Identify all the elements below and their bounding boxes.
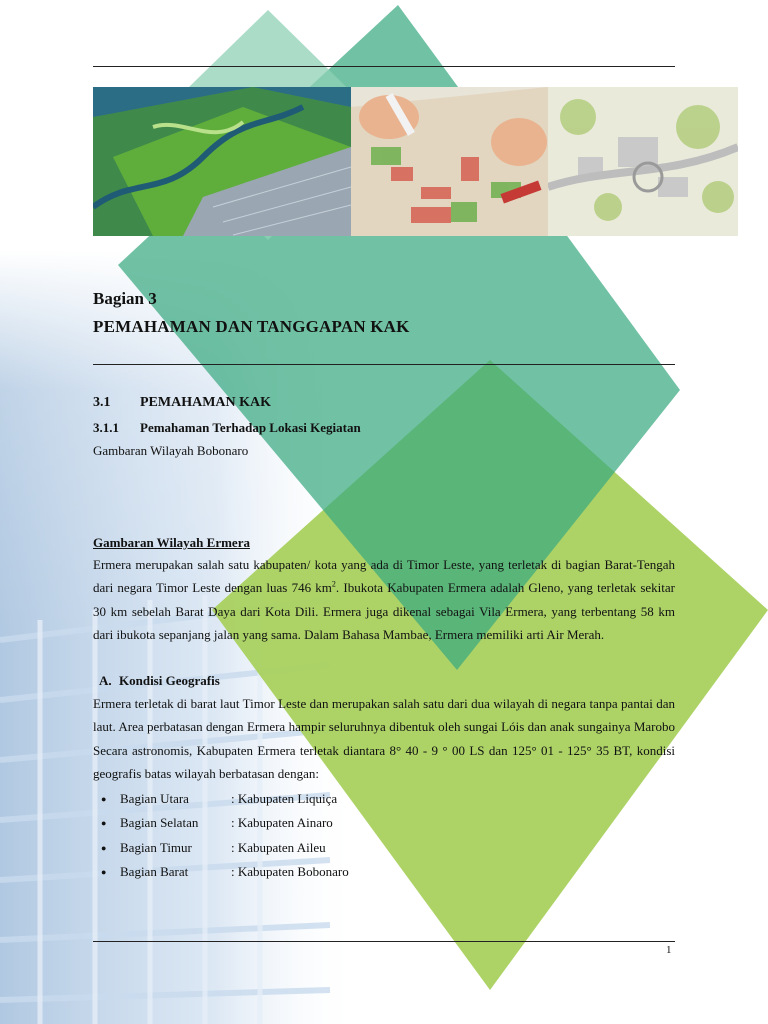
chapter-title: PEMAHAMAN DAN TANGGAPAN KAK — [93, 317, 410, 336]
border-list — [93, 787, 349, 884]
border-direction: Bagian Timur — [120, 839, 192, 855]
section-number: 3.1 — [93, 395, 111, 410]
superscript-2: 2 — [331, 580, 336, 590]
subsection-heading — [93, 420, 361, 436]
title-rule — [93, 364, 675, 365]
aerial-masterplan-photo — [93, 87, 351, 236]
region-paragraph-part1: Ermera merupakan salah satu kabupaten/ kota yang ada di Timor Leste, yang terletak di bagian Barat-Tengah dari negara Timor Leste dengan luas 746 km — [93, 557, 675, 596]
geo-label: A. — [99, 673, 112, 688]
bullet: ● — [101, 842, 107, 853]
chapter-label: Bagian 3 — [93, 289, 157, 308]
geo-title: Kondisi Geografis — [119, 673, 220, 688]
section-title: PEMAHAMAN KAK — [140, 395, 272, 410]
border-value: : Kabupaten Liquiça — [231, 791, 338, 807]
geo-heading — [99, 673, 220, 689]
border-direction: Bagian Selatan — [120, 815, 199, 831]
border-direction: Bagian Barat — [120, 864, 189, 880]
bullet: ● — [101, 867, 107, 878]
geo-paragraph: Ermera terletak di barat laut Timor Leste dan merupakan salah satu dari dua wilayah di negara tanpa pantai dan laut. Area perbatasan dengan Ermera hampir seluruhnya dibentuk oleh sungai Lóis dan anak sungainya Marobo Secara astronomis, Kabupaten Ermera terletak diantara 8° 40 - 9 ° 00 LS dan 125° 01 - 125° 35 BT, kondisi geografis batas wilayah berbatasan dengan: — [93, 696, 675, 782]
region-paragraph — [93, 553, 675, 647]
page-number: 1 — [666, 944, 672, 956]
border-direction: Bagian Utara — [120, 791, 189, 807]
top-rule — [93, 66, 675, 67]
list-item — [93, 787, 349, 811]
list-item — [93, 836, 349, 860]
header-photo-strip — [93, 87, 738, 236]
border-value: : Kabupaten Ainaro — [231, 815, 333, 831]
border-value: : Kabupaten Aileu — [231, 839, 326, 855]
intro-line: Gambaran Wilayah Bobonaro — [93, 443, 249, 458]
list-item — [93, 811, 349, 835]
border-value: : Kabupaten Bobonaro — [231, 864, 349, 880]
region-paragraph-part2: . Ibukota Kabupaten Ermera adalah Gleno, yang terletak sekitar 30 km sebelah Barat Daya dari Kota Dili. Ermera juga dikenal sebagai Vila Ermera, yang terbentang 58 km dari ibukota sepanjang jalan yang sama. Dalam Bahasa Mambae, Ermera memiliki arti Air Merah. — [93, 580, 675, 643]
bullet: ● — [101, 818, 107, 829]
bullet: ● — [101, 794, 107, 805]
subsection-number: 3.1.1 — [93, 420, 119, 435]
site-plan-photo — [548, 87, 738, 236]
planners-drawing-photo — [351, 87, 548, 236]
subsection-title: Pemahaman Terhadap Lokasi Kegiatan — [140, 420, 361, 435]
list-item — [93, 860, 349, 884]
region-heading: Gambaran Wilayah Ermera — [93, 535, 250, 550]
section-heading — [93, 395, 271, 411]
footer-rule — [93, 941, 675, 942]
